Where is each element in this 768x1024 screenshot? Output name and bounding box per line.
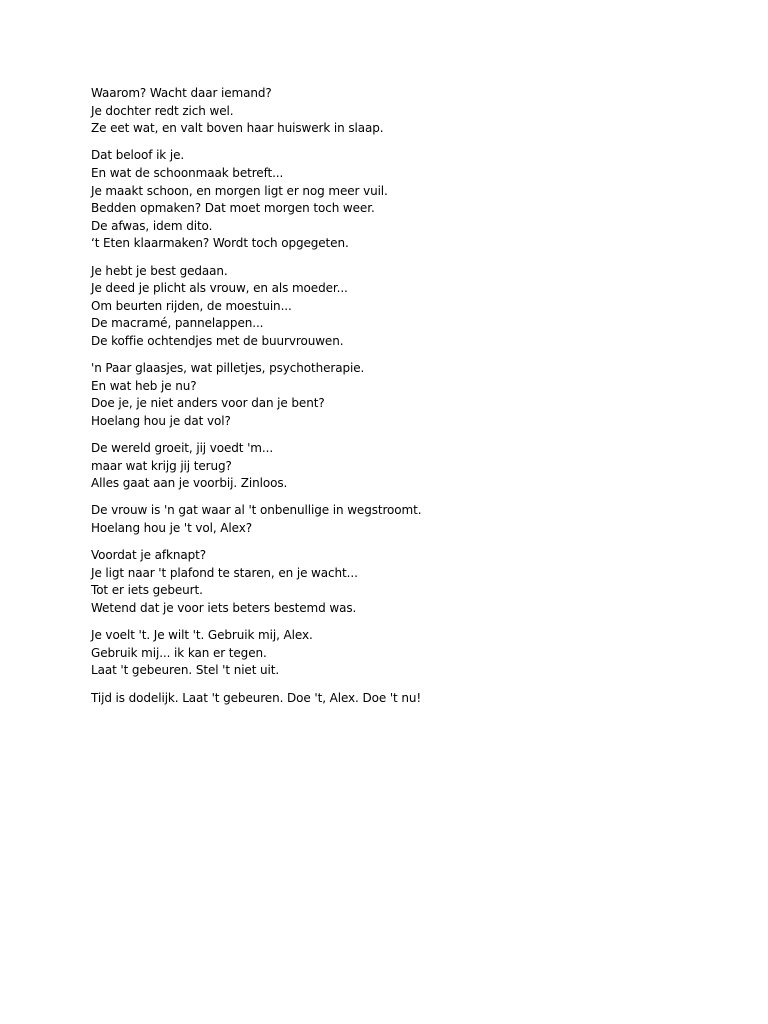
text-line: De macramé, pannelappen... (91, 316, 264, 331)
text-line: Ze eet wat, en valt boven haar huiswerk in slaap. (91, 121, 384, 136)
text-line: Dat beloof ik je. (91, 148, 185, 163)
stanza (91, 85, 691, 138)
text-line: Hoelang hou je 't vol, Alex? (91, 521, 252, 536)
text-line: De koffie ochtendjes met de buurvrouwen. (91, 333, 344, 348)
stanza (91, 360, 691, 430)
text-line: Je dochter redt zich wel. (91, 103, 234, 118)
text-line: Voordat je afknapt? (91, 548, 206, 563)
text-line: En wat heb je nu? (91, 378, 197, 393)
text-line: Je ligt naar 't plafond te staren, en je wacht... (91, 565, 358, 580)
text-line: Je maakt schoon, en morgen ligt er nog meer vuil. (91, 183, 388, 198)
stanza (91, 502, 691, 537)
text-line: Om beurten rijden, de moestuin... (91, 298, 292, 313)
stanza (91, 690, 691, 708)
text-line: Wetend dat je voor iets beters bestemd was. (91, 601, 357, 615)
stanza (91, 147, 691, 253)
text-line: Alles gaat aan je voorbij. Zinloos. (91, 476, 288, 491)
text-line: Je hebt je best gedaan. (91, 263, 228, 278)
text-line: Je deed je plicht als vrouw, en als moeder... (91, 281, 348, 296)
stanza (91, 627, 691, 680)
text-line: ‘t Eten klaarmaken? Wordt toch opgegeten. (91, 236, 349, 251)
script-text (91, 85, 691, 717)
text-line: En wat de schoonmaak betreft... (91, 165, 284, 180)
text-line: Tot er iets gebeurt. (91, 583, 203, 598)
text-line: Tijd is dodelijk. Laat 't gebeuren. Doe 't, Alex. Doe 't nu! (91, 690, 422, 705)
text-line: Je voelt 't. Je wilt 't. Gebruik mij, Alex. (91, 628, 313, 643)
stanza (91, 440, 691, 493)
stanza (91, 547, 691, 617)
text-line: 'n Paar glaasjes, wat pilletjes, psychotherapie. (91, 361, 365, 376)
text-line: De vrouw is 'n gat waar al 't onbenullige in wegstroomt. (91, 503, 422, 518)
text-line: Gebruik mij... ik kan er tegen. (91, 645, 267, 660)
stanza (91, 263, 691, 351)
text-line: De afwas, idem dito. (91, 218, 213, 233)
text-line: Waarom? Wacht daar iemand? (91, 86, 272, 100)
text-line: Hoelang hou je dat vol? (91, 413, 231, 428)
text-line: maar wat krijg jij terug? (91, 458, 232, 473)
text-line: Laat 't gebeuren. Stel 't niet uit. (91, 663, 280, 678)
text-line: Doe je, je niet anders voor dan je bent? (91, 396, 325, 411)
text-line: Bedden opmaken? Dat moet morgen toch weer. (91, 201, 375, 216)
text-line: De wereld groeit, jij voedt 'm... (91, 441, 274, 456)
